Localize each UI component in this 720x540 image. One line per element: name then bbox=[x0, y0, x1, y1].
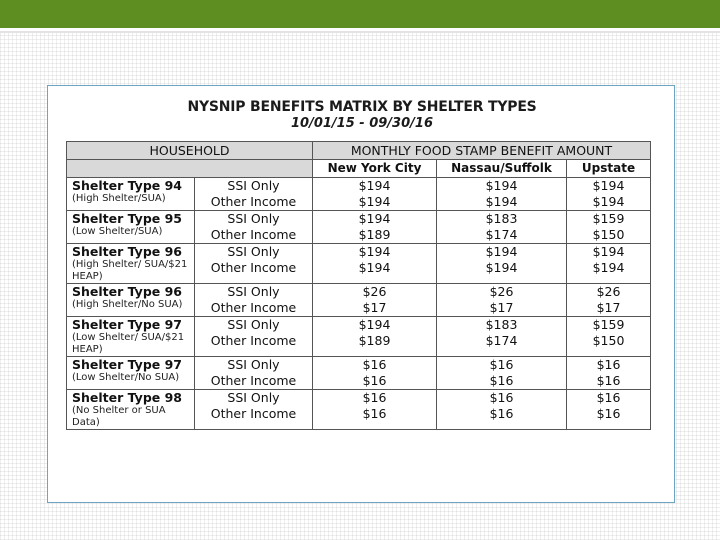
benefit-amount: $194 bbox=[485, 178, 518, 193]
benefit-amount: $16 bbox=[596, 390, 621, 405]
benefit-amount: $183 bbox=[485, 211, 518, 226]
upstate-benefit-cell bbox=[567, 357, 651, 390]
income-ssi-only: SSI Only bbox=[227, 390, 280, 405]
benefit-amount: $150 bbox=[592, 333, 625, 348]
nyc-benefit-cell bbox=[313, 178, 437, 211]
shelter-type-cell bbox=[67, 317, 195, 357]
top-accent-bar bbox=[0, 0, 720, 28]
benefit-amount: $194 bbox=[358, 260, 391, 275]
region-header-nassau-suffolk: Nassau/Suffolk bbox=[437, 160, 567, 178]
shelter-type-note: (No Shelter or SUA Data) bbox=[72, 405, 166, 428]
nassau-suffolk-benefit-cell bbox=[437, 211, 567, 244]
benefit-amount: $16 bbox=[362, 406, 387, 421]
shelter-type-note: (High Shelter/No SUA) bbox=[72, 299, 183, 310]
nassau-suffolk-benefit-cell bbox=[437, 284, 567, 317]
income-type-cell bbox=[195, 178, 313, 211]
benefit-amount: $16 bbox=[489, 357, 514, 372]
benefit-amount: $17 bbox=[362, 300, 387, 315]
benefit-amount: $17 bbox=[489, 300, 514, 315]
document-subtitle: 10/01/15 - 09/30/16 bbox=[291, 116, 433, 131]
shelter-type-cell bbox=[67, 244, 195, 284]
nassau-suffolk-benefit-cell bbox=[437, 390, 567, 430]
benefit-amount: $194 bbox=[592, 244, 625, 259]
shelter-type-cell bbox=[67, 178, 195, 211]
shelter-type-note: (High Shelter/SUA) bbox=[72, 193, 166, 204]
table-row bbox=[67, 317, 651, 357]
benefit-amount: $194 bbox=[485, 194, 518, 209]
shelter-type-cell bbox=[67, 357, 195, 390]
region-header-upstate: Upstate bbox=[567, 160, 651, 178]
upstate-benefit-cell bbox=[567, 211, 651, 244]
benefit-amount: $194 bbox=[485, 244, 518, 259]
benefit-amount: $194 bbox=[592, 194, 625, 209]
upstate-benefit-cell bbox=[567, 244, 651, 284]
benefit-amount: $16 bbox=[596, 357, 621, 372]
income-type-cell bbox=[195, 284, 313, 317]
region-header-nyc: New York City bbox=[313, 160, 437, 178]
nassau-suffolk-benefit-cell bbox=[437, 357, 567, 390]
benefit-amount: $16 bbox=[596, 373, 621, 388]
income-other: Other Income bbox=[210, 406, 297, 421]
header-row bbox=[67, 142, 651, 160]
table-row bbox=[67, 211, 651, 244]
income-other: Other Income bbox=[210, 300, 297, 315]
benefits-matrix-table bbox=[66, 141, 651, 430]
table-row bbox=[67, 390, 651, 430]
benefit-amount: $194 bbox=[358, 244, 391, 259]
household-subheader-blank bbox=[67, 160, 313, 178]
nyc-benefit-cell bbox=[313, 244, 437, 284]
income-other: Other Income bbox=[210, 227, 297, 242]
income-other: Other Income bbox=[210, 260, 297, 275]
matrix-body bbox=[67, 178, 651, 430]
income-ssi-only: SSI Only bbox=[227, 357, 280, 372]
top-bar-shadow bbox=[0, 31, 720, 33]
income-type-cell bbox=[195, 211, 313, 244]
upstate-benefit-cell bbox=[567, 390, 651, 430]
income-type-cell bbox=[195, 317, 313, 357]
benefit-amount: $194 bbox=[358, 211, 391, 226]
benefit-amount: $174 bbox=[485, 227, 518, 242]
shelter-type-label: Shelter Type 95 bbox=[72, 211, 182, 226]
benefit-amount: $189 bbox=[358, 227, 391, 242]
shelter-type-cell bbox=[67, 284, 195, 317]
benefit-amount: $16 bbox=[489, 406, 514, 421]
shelter-type-note: (Low Shelter/ SUA/$21 HEAP) bbox=[72, 332, 185, 355]
benefit-amount: $16 bbox=[362, 357, 387, 372]
income-other: Other Income bbox=[210, 194, 297, 209]
nyc-benefit-cell bbox=[313, 390, 437, 430]
shelter-type-cell bbox=[67, 390, 195, 430]
income-ssi-only: SSI Only bbox=[227, 284, 280, 299]
benefit-amount: $194 bbox=[592, 178, 625, 193]
benefit-amount: $26 bbox=[596, 284, 621, 299]
benefit-amount: $17 bbox=[596, 300, 621, 315]
income-ssi-only: SSI Only bbox=[227, 211, 280, 226]
benefit-amount-header: MONTHLY FOOD STAMP BENEFIT AMOUNT bbox=[313, 142, 651, 160]
income-type-cell bbox=[195, 390, 313, 430]
table-row bbox=[67, 357, 651, 390]
benefit-amount: $26 bbox=[489, 284, 514, 299]
income-ssi-only: SSI Only bbox=[227, 244, 280, 259]
benefit-amount: $194 bbox=[358, 194, 391, 209]
benefit-amount: $174 bbox=[485, 333, 518, 348]
benefit-amount: $194 bbox=[358, 178, 391, 193]
shelter-type-label: Shelter Type 94 bbox=[72, 178, 182, 193]
document-image-frame bbox=[47, 85, 675, 503]
nyc-benefit-cell bbox=[313, 317, 437, 357]
income-ssi-only: SSI Only bbox=[227, 178, 280, 193]
table-row bbox=[67, 178, 651, 211]
benefit-amount: $150 bbox=[592, 227, 625, 242]
shelter-type-note: (Low Shelter/SUA) bbox=[72, 226, 163, 237]
nyc-benefit-cell bbox=[313, 211, 437, 244]
document-title: NYSNIP BENEFITS MATRIX BY SHELTER TYPES bbox=[187, 99, 537, 115]
benefit-amount: $189 bbox=[358, 333, 391, 348]
upstate-benefit-cell bbox=[567, 284, 651, 317]
benefit-amount: $16 bbox=[362, 390, 387, 405]
shelter-type-label: Shelter Type 97 bbox=[72, 317, 182, 332]
benefit-amount: $194 bbox=[592, 260, 625, 275]
table-row bbox=[67, 284, 651, 317]
benefit-amount: $16 bbox=[362, 373, 387, 388]
income-other: Other Income bbox=[210, 333, 297, 348]
benefit-amount: $159 bbox=[592, 317, 625, 332]
benefit-amount: $194 bbox=[358, 317, 391, 332]
nyc-benefit-cell bbox=[313, 357, 437, 390]
income-other: Other Income bbox=[210, 373, 297, 388]
shelter-type-cell bbox=[67, 211, 195, 244]
shelter-type-label: Shelter Type 98 bbox=[72, 390, 182, 405]
benefit-amount: $16 bbox=[489, 373, 514, 388]
shelter-type-label: Shelter Type 96 bbox=[72, 244, 182, 259]
nassau-suffolk-benefit-cell bbox=[437, 244, 567, 284]
region-header-row bbox=[67, 160, 651, 178]
income-type-cell bbox=[195, 244, 313, 284]
upstate-benefit-cell bbox=[567, 178, 651, 211]
benefit-amount: $159 bbox=[592, 211, 625, 226]
nyc-benefit-cell bbox=[313, 284, 437, 317]
benefit-amount: $16 bbox=[489, 390, 514, 405]
household-header: HOUSEHOLD bbox=[67, 142, 313, 160]
nassau-suffolk-benefit-cell bbox=[437, 317, 567, 357]
table-row bbox=[67, 244, 651, 284]
nassau-suffolk-benefit-cell bbox=[437, 178, 567, 211]
shelter-type-note: (Low Shelter/No SUA) bbox=[72, 372, 180, 383]
shelter-type-note: (High Shelter/ SUA/$21 HEAP) bbox=[72, 259, 188, 282]
income-ssi-only: SSI Only bbox=[227, 317, 280, 332]
benefit-amount: $26 bbox=[362, 284, 387, 299]
benefit-amount: $183 bbox=[485, 317, 518, 332]
benefit-amount: $16 bbox=[596, 406, 621, 421]
shelter-type-label: Shelter Type 97 bbox=[72, 357, 182, 372]
benefit-amount: $194 bbox=[485, 260, 518, 275]
income-type-cell bbox=[195, 357, 313, 390]
shelter-type-label: Shelter Type 96 bbox=[72, 284, 182, 299]
upstate-benefit-cell bbox=[567, 317, 651, 357]
